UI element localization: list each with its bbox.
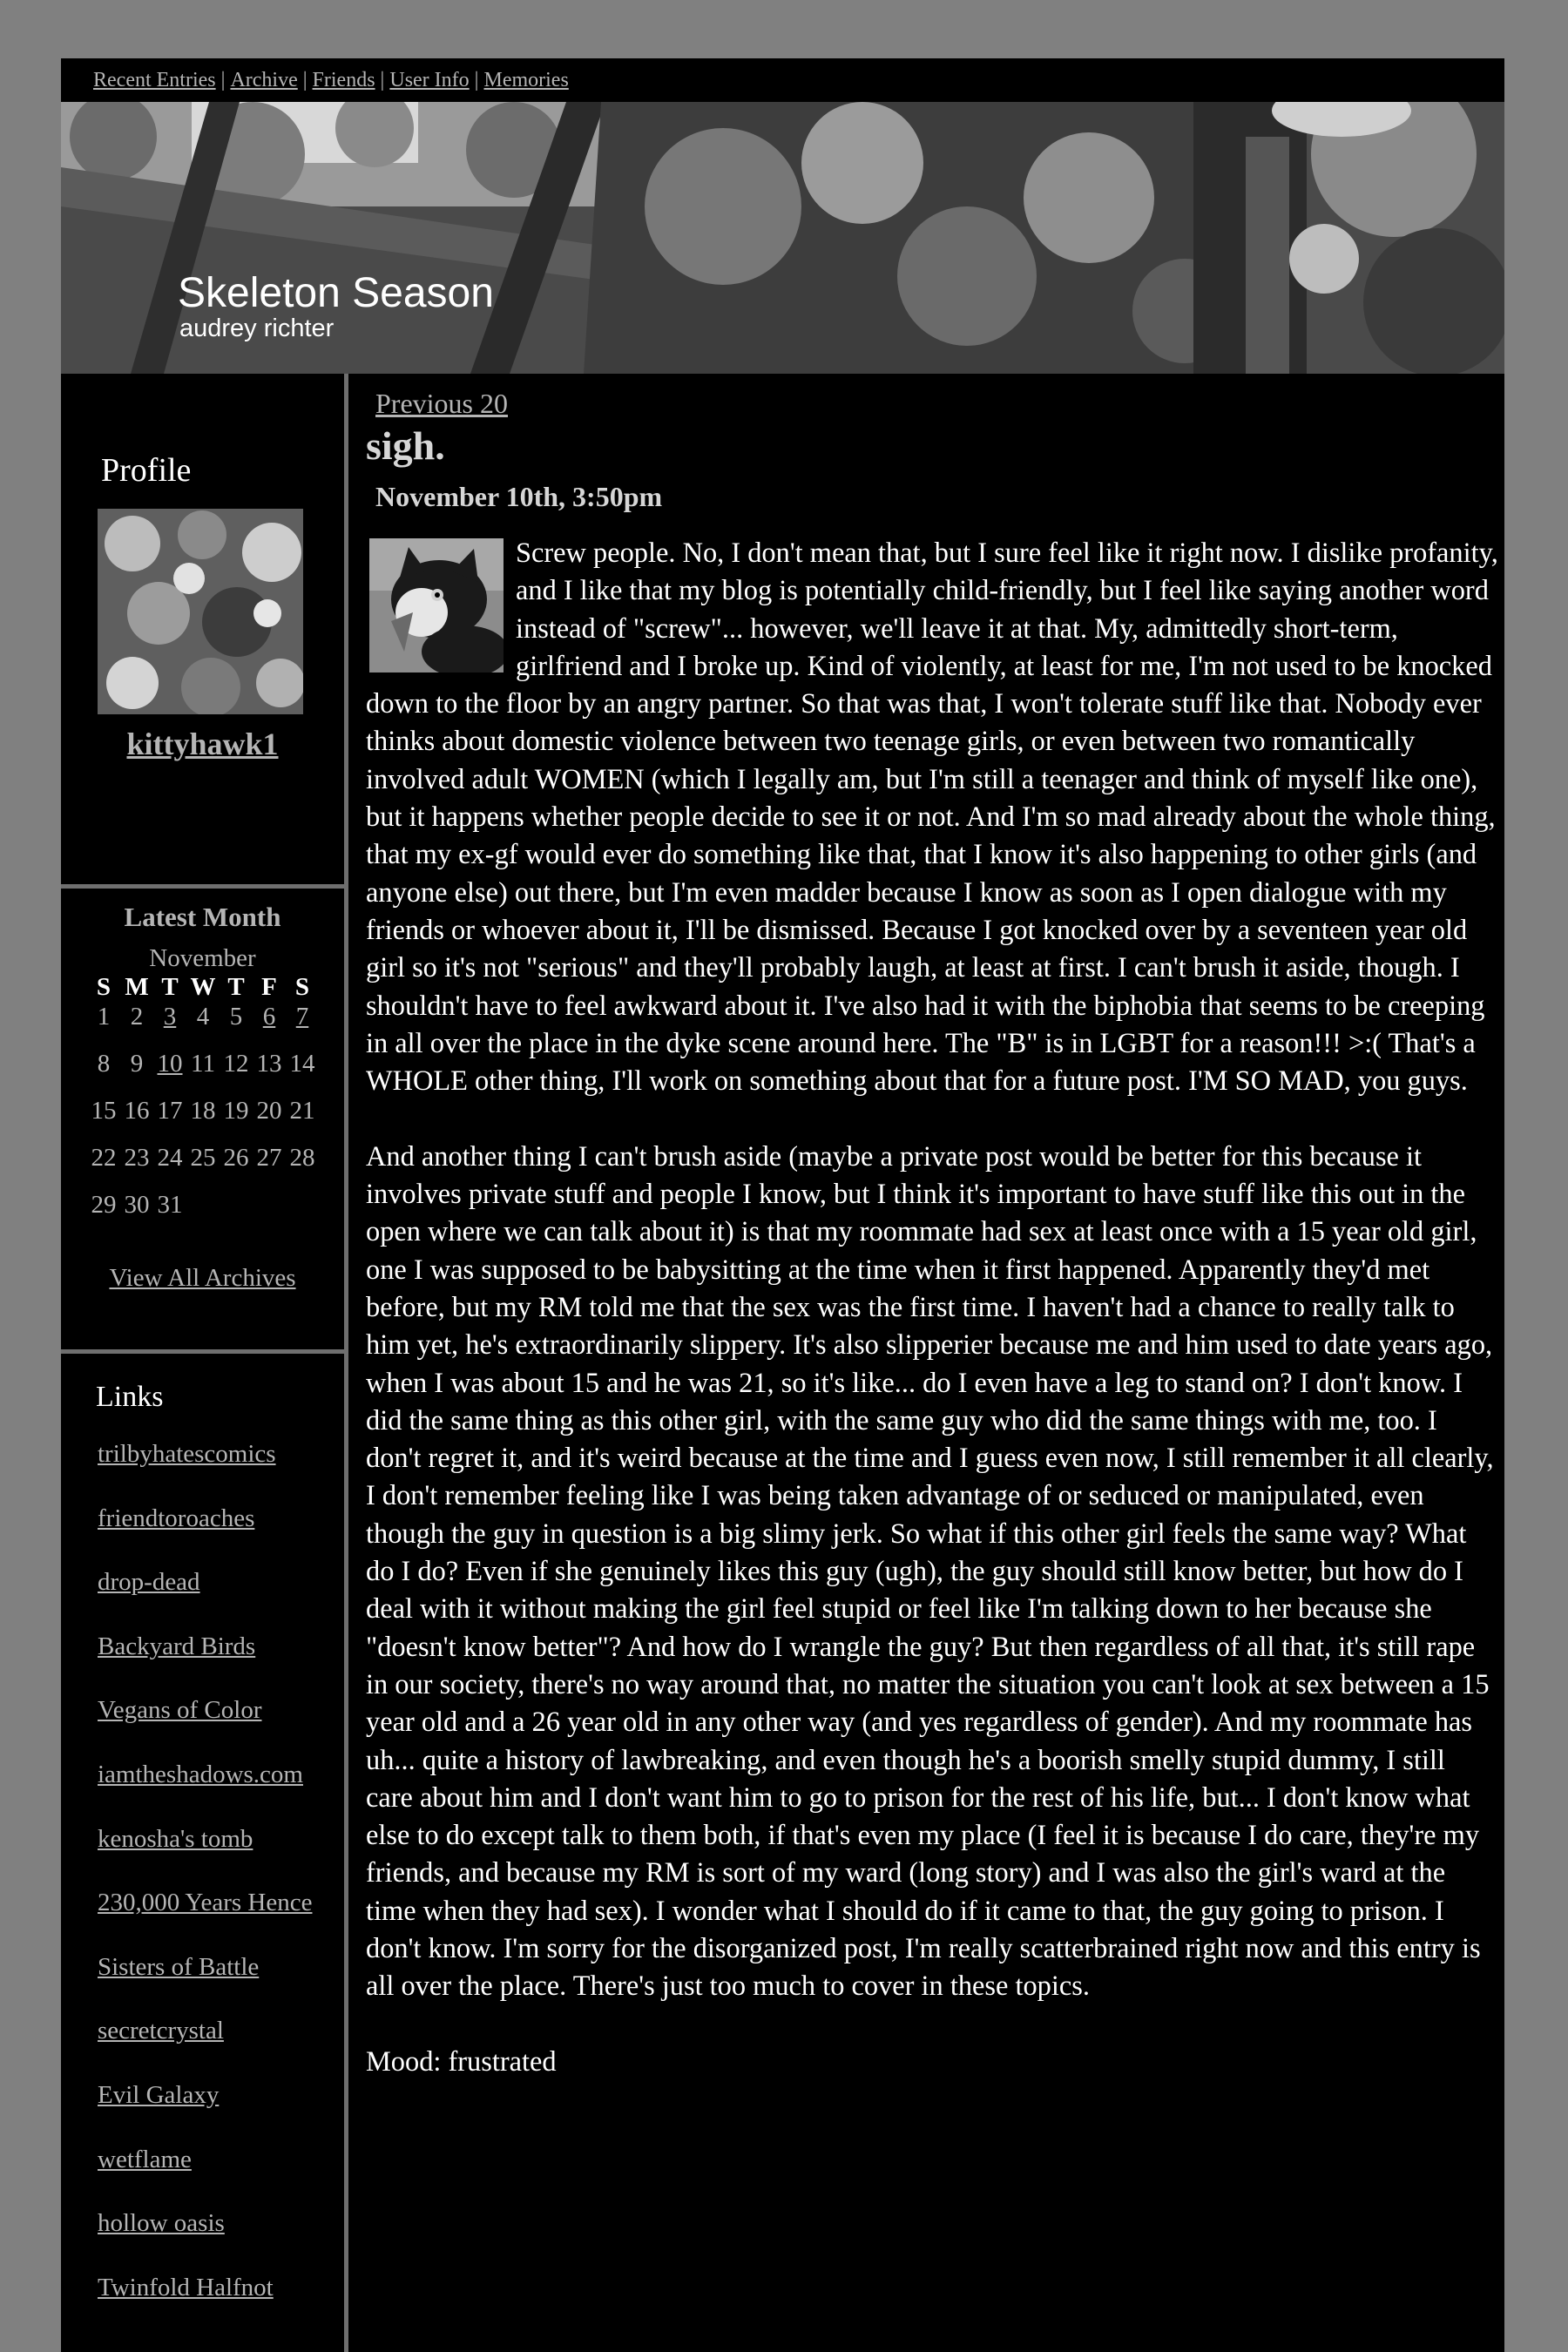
links-heading: Links xyxy=(96,1381,164,1413)
journal-frame xyxy=(61,58,1504,2352)
nav-archive[interactable]: Archive xyxy=(230,68,298,91)
calendar-weekday: F xyxy=(261,973,277,1001)
sidebar-link[interactable]: Backyard Birds xyxy=(98,1632,256,1660)
calendar-month: November xyxy=(149,944,256,972)
calendar-day: 4 xyxy=(196,1003,210,1031)
avatar[interactable] xyxy=(98,509,303,714)
sidebar-vertical-divider xyxy=(344,374,348,2352)
calendar-week xyxy=(87,1003,321,1050)
calendar-day-link[interactable]: 7 xyxy=(295,1003,309,1031)
calendar-day: 8 xyxy=(97,1050,111,1078)
site-title: Skeleton Season xyxy=(178,270,494,316)
calendar-weekday: S xyxy=(294,973,310,1001)
calendar-day: 28 xyxy=(289,1144,315,1172)
nav-separator: | xyxy=(474,68,479,91)
calendar-day-link[interactable]: 6 xyxy=(262,1003,276,1031)
nav-separator: | xyxy=(380,68,385,91)
calendar-week xyxy=(87,1191,321,1238)
calendar-day: 26 xyxy=(223,1144,249,1172)
sidebar-link[interactable]: Evil Galaxy xyxy=(98,2080,220,2109)
entry-date: November 10th, 3:50pm xyxy=(375,481,663,512)
calendar-day: 30 xyxy=(124,1191,150,1219)
calendar-day: 25 xyxy=(190,1144,216,1172)
calendar-day: 13 xyxy=(256,1050,282,1078)
sidebar-link[interactable]: kenosha's tomb xyxy=(98,1824,253,1853)
profile-heading: Profile xyxy=(101,452,192,489)
calendar-week xyxy=(87,1050,321,1097)
nav-memories[interactable]: Memories xyxy=(483,68,569,91)
calendar-day: 29 xyxy=(91,1191,117,1219)
calendar-day: 31 xyxy=(157,1191,183,1219)
calendar-weekday-row xyxy=(87,973,321,1003)
nav-friends[interactable]: Friends xyxy=(312,68,375,91)
calendar-day: 11 xyxy=(191,1050,215,1078)
nav-recent-entries[interactable]: Recent Entries xyxy=(93,68,216,91)
cat-userpic-icon xyxy=(369,538,504,672)
site-subtitle: audrey richter xyxy=(179,314,335,342)
calendar-day: 23 xyxy=(124,1144,150,1172)
entry-body xyxy=(366,535,1498,2081)
calendar-day: 15 xyxy=(91,1097,117,1125)
calendar-day: 20 xyxy=(256,1097,282,1125)
calendar-day: 17 xyxy=(157,1097,183,1125)
latest-month-heading: Latest Month xyxy=(124,902,281,932)
nav-separator: | xyxy=(220,68,226,91)
top-nav xyxy=(93,58,569,102)
calendar-weekday: W xyxy=(190,973,216,1001)
sidebar-link[interactable]: iamtheshadows.com xyxy=(98,1760,303,1788)
calendar-week xyxy=(87,1097,321,1144)
calendar-day: 14 xyxy=(289,1050,315,1078)
sidebar-link[interactable]: 230,000 Years Hence xyxy=(98,1889,313,1917)
entry-mood: Mood: frustrated xyxy=(366,2045,557,2078)
sidebar-link[interactable]: Vegans of Color xyxy=(98,1696,262,1725)
header-banner xyxy=(61,102,1504,374)
calendar-day: 9 xyxy=(130,1050,144,1078)
calendar-day: 19 xyxy=(223,1097,249,1125)
calendar-day-link[interactable]: 10 xyxy=(157,1050,183,1078)
calendar-weekday: S xyxy=(96,973,112,1001)
previous-20-link[interactable]: Previous 20 xyxy=(375,388,508,419)
sidebar-link[interactable]: drop-dead xyxy=(98,1568,200,1597)
nav-user-info[interactable]: User Info xyxy=(389,68,470,91)
calendar-day: 2 xyxy=(130,1003,144,1031)
entry-paragraph: And another thing I can't brush aside (maybe a private post would be better for this because it involves private stuff and people I know, but I think it's important to have stuff like this out in the open where we can talk about it) is that my roommate had sex at least once with a 15 year old girl, one I was supposed to be babysitting at the time when it first happened. Apparently they'd met before, but my RM told me that the sex was the first time. I haven't had a chance to really talk to him yet, he's extraordinarily slippery. It's also slipperier because me and him used to date years ago, when I was about 15 and he was 21, so it's like... do I even have a leg to stand on? I don't know. I did the same thing as this other girl, with the same guy who did the same things with me, too. I don't regret it, and it's weird because at the time and I guess even now, I still remember it all clearly, I don't remember feeling like I was being taken advantage of or seduced or manipulated, even though the guy in question is a big slimy jerk. So what if this other girl feels the same way? What do I do? Even if she genuinely likes this guy (ugh), the guy should still know better, but how do I deal with it without making the girl feel stupid or feel like I'm talking down to her because she "doesn't know better"? And how do I wrangle the guy? But then regardless of all that, it's still rape in our society, there's no way around that, no matter the situation you can't look at sex between a 15 year old and a 26 year old in any other way (and yes regardless of gender). And my roommate has uh... quite a history of lawbreaking, and even though he's a boorish smelly stupid dummy, I still care about him and I don't want him to go to prison for the rest of his life, but... I don't know what else to do except talk to them both, if that's even my place (I feel it is because I do care, they're my friends, and because my RM is sort of my ward (long story) and I was also the girl's ward at the time when they had sex). I wonder what I should do if it came to that, the guy going to prison. I don't know. I'm sorry for the disorganized post, I'm really scatterbrained right now and this entry is all over the place. There's just too much to cover in these topics. xyxy=(366,1140,1494,2003)
sidebar-link[interactable]: secretcrystal xyxy=(98,2017,224,2045)
calendar-day: 1 xyxy=(97,1003,111,1031)
calendar-day: 21 xyxy=(289,1097,315,1125)
view-all-archives-link[interactable]: View All Archives xyxy=(109,1264,296,1292)
sidebar-link[interactable]: Twinfold Halfnot xyxy=(98,2273,274,2301)
sidebar xyxy=(61,374,344,2352)
calendar xyxy=(87,973,321,1238)
calendar-day: 18 xyxy=(190,1097,216,1125)
entry-title: sigh. xyxy=(366,423,445,468)
sidebar-divider xyxy=(61,884,344,889)
links-list xyxy=(98,1440,312,2337)
calendar-week xyxy=(87,1144,321,1191)
sidebar-link[interactable]: trilbyhatescomics xyxy=(98,1440,276,1468)
calendar-weekday: T xyxy=(161,973,179,1001)
sidebar-link[interactable]: friendtoroaches xyxy=(98,1504,255,1532)
calendar-day: 27 xyxy=(256,1144,282,1172)
nav-separator: | xyxy=(302,68,308,91)
entry-paragraph: Screw people. No, I don't mean that, but I sure feel like it right now. I dislike profanity, and I like that my blog is potentially child-friendly, but I feel like saying another word instead of "screw"... however, we'll leave it at that. My, admittedly short-term, girlfriend and I broke up. Kind of violently, at least for me, I'm not used to be knocked down to the floor by an angry partner. So that was that, I won't tolerate stuff like that. Nobody ever thinks about domestic violence between two teenage girls, or even between two romantically involved adult WOMEN (which I legally am, but I'm still a teenager and think of myself like one), but it happens whether people decide to see it or not. And I'm so mad already about the whole thing, that my ex-gf would ever do something like that, that I know it's also happening to other girls (and anyone else) out there, but I'm even madder because I know as soon as I open dialogue with my friends or whoever about it, I'll be dismissed. Because I got knocked over by a seventeen year old girl so it's not "serious" and they'll probably laugh, at least at first. I can't brush it aside, though. I shouldn't have to feel awkward about it. I've also had it with the biphobia that seems to be creeping in all over the place in the dyke scene around here. The "B" is in LGBT for a reason!!! >:( That's a WHOLE other thing, I'll work on something about that for a future post. I'M SO MAD, you guys. xyxy=(366,537,1498,1098)
calendar-weekday: M xyxy=(125,973,149,1001)
calendar-day: 22 xyxy=(91,1144,117,1172)
calendar-day: 5 xyxy=(229,1003,243,1031)
calendar-day: 24 xyxy=(157,1144,183,1172)
sidebar-link[interactable]: hollow oasis xyxy=(98,2209,225,2238)
calendar-day-link[interactable]: 3 xyxy=(163,1003,177,1031)
calendar-day: 16 xyxy=(124,1097,150,1125)
sidebar-link[interactable]: Sisters of Battle xyxy=(98,1952,260,1981)
profile-username[interactable]: kittyhawk1 xyxy=(126,727,279,761)
sidebar-divider xyxy=(61,1349,344,1354)
calendar-day: 12 xyxy=(223,1050,249,1078)
sidebar-link[interactable]: wetflame xyxy=(98,2145,192,2173)
calendar-weekday: T xyxy=(227,973,245,1001)
